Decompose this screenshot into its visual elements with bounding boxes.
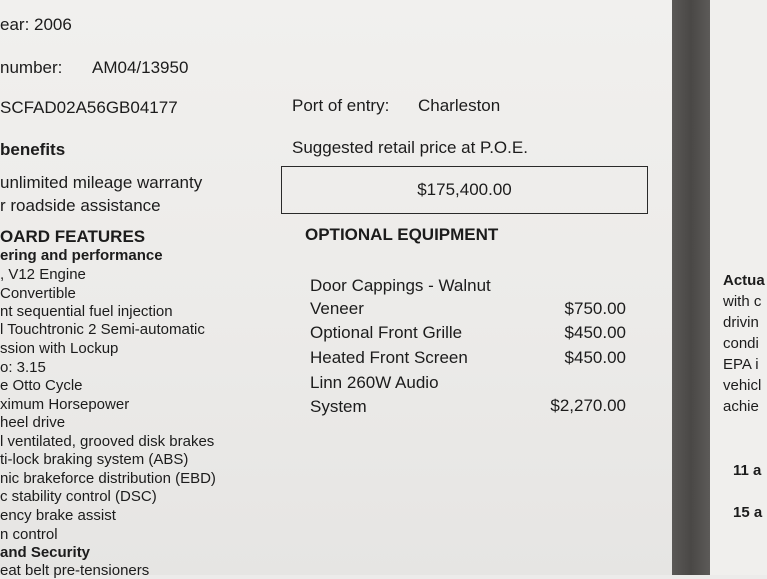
option-price: $2,270.00 — [550, 396, 626, 415]
feature-item: l ventilated, grooved disk brakes — [0, 433, 215, 450]
number-value: AM04/13950 — [92, 58, 189, 77]
safety-subheading: and Security — [0, 544, 91, 561]
feature-item: l Touchtronic 2 Semi-automatic — [0, 321, 205, 338]
option-name: Door Cappings - Walnut — [310, 276, 491, 295]
model-year: ear: 2006 — [0, 15, 72, 34]
benefit-item: r roadside assistance — [0, 196, 161, 215]
right-label-line: vehicl — [723, 377, 762, 394]
option-name: Optional Front Grille — [310, 323, 463, 342]
feature-item: Convertible — [0, 285, 76, 302]
feature-item: nic brakeforce distribution (EBD) — [0, 470, 216, 487]
number-label: number: — [0, 58, 63, 77]
retail-price-value: $175,400.00 — [417, 180, 512, 199]
right-label-line: with c — [723, 293, 762, 310]
sheet-divider — [672, 0, 710, 575]
benefits-heading: benefits — [0, 140, 66, 159]
option-name-cont: Veneer — [310, 299, 364, 318]
option-price: $750.00 — [564, 299, 626, 318]
right-label-line: achie — [723, 398, 759, 415]
port-of-entry-value: Charleston — [418, 96, 501, 115]
option-name: Linn 260W Audio — [310, 373, 439, 392]
right-label-line: drivin — [723, 314, 759, 331]
standard-features-heading: OARD FEATURES — [0, 227, 146, 246]
feature-item: ti-lock braking system (ABS) — [0, 451, 189, 468]
feature-item: , V12 Engine — [0, 266, 86, 283]
right-label-line: condi — [723, 335, 759, 352]
feature-item: e Otto Cycle — [0, 377, 83, 394]
vin-number: SCFAD02A56GB04177 — [0, 98, 178, 117]
option-price: $450.00 — [564, 323, 626, 342]
benefit-item: unlimited mileage warranty — [0, 173, 203, 192]
feature-item: ximum Horsepower — [0, 396, 130, 413]
feature-item: eat belt pre-tensioners — [0, 562, 150, 579]
optional-equipment-heading: OPTIONAL EQUIPMENT — [305, 225, 499, 244]
feature-item: c stability control (DSC) — [0, 488, 157, 505]
right-label-stat: 15 a — [733, 504, 763, 521]
feature-item: ency brake assist — [0, 507, 116, 524]
feature-item: heel drive — [0, 414, 66, 431]
right-label-heading: Actua — [723, 272, 765, 289]
option-price: $450.00 — [564, 348, 626, 367]
option-name-cont: System — [310, 397, 367, 416]
retail-price-box — [281, 166, 648, 214]
right-label-stat: 11 a — [733, 462, 762, 479]
engineering-subheading: ering and performance — [0, 247, 163, 264]
feature-item: nt sequential fuel injection — [0, 303, 173, 320]
feature-item: n control — [0, 526, 58, 543]
retail-price-label: Suggested retail price at P.O.E. — [292, 138, 528, 157]
feature-item: o: 3.15 — [0, 359, 46, 376]
feature-item: ssion with Lockup — [0, 340, 119, 357]
option-name: Heated Front Screen — [310, 348, 468, 367]
right-label-line: EPA i — [723, 356, 759, 373]
port-of-entry-label: Port of entry: — [292, 96, 390, 115]
